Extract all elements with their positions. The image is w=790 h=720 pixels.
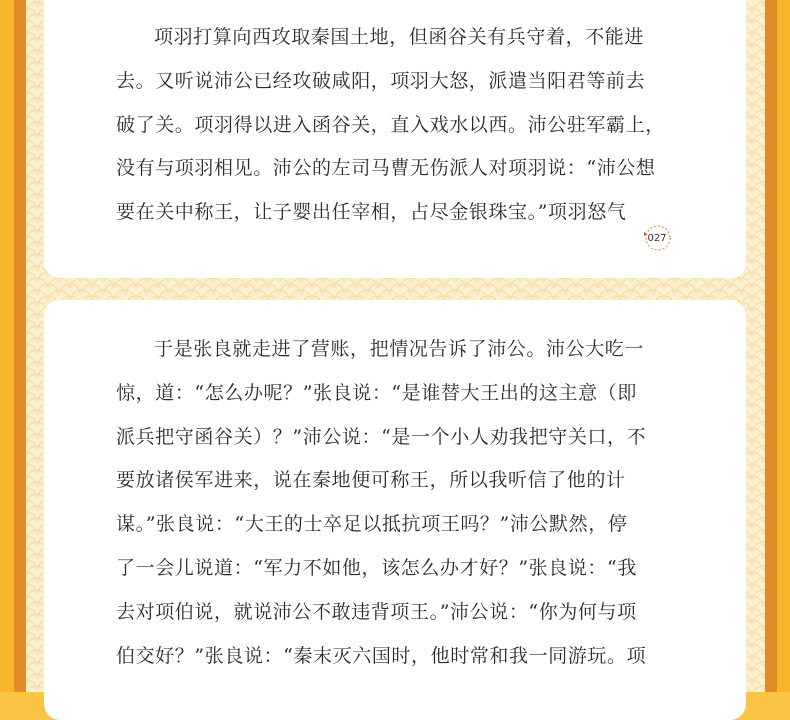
right-border-stripe [765,0,777,692]
text-line: 要放诸侯军进来，说在秦地便可称王，所以我听信了他的计 [116,469,626,492]
text-line: 破了关。项羽得以进入函谷关，直入戏水以西。沛公驻军霸上， [116,113,665,136]
page-text-top [116,16,666,235]
left-border-stripe [14,0,26,692]
text-line: 于是张良就走进了营账，把情况告诉了沛公。沛公大吃一 [154,338,645,360]
text-line: 派兵把守函谷关）？”沛公说：“是一个小人劝我把守关口，不 [116,425,647,448]
page-number: 027 [647,232,667,244]
text-line: 要在关中称王，让子婴出任宰相，占尽金银珠宝。”项羽怒气 [116,201,627,224]
text-line: 项羽打算向西攻取秦国土地，但函谷关有兵守着，不能进 [154,26,645,48]
text-line: 去对项伯说，就说沛公不敢违背项王。”沛公说：“你为何与项 [116,600,637,623]
text-line: 谋。”张良说：“大王的士卒足以抵抗项王吗？”沛公默然，停 [116,513,628,536]
text-line: 没有与项羽相见。沛公的左司马曹无伤派人对项羽说：“沛公想 [116,157,656,180]
text-line: 惊，道：“怎么办呢？”张良说：“是谁替大王出的这主意（即 [116,381,637,404]
page-number-badge [641,224,673,252]
text-line: 了一会儿说道：“军力不如他，该怎么办才好？”张良说：“我 [116,556,637,579]
text-line: 去。又听说沛公已经攻破咸阳，项羽大怒，派遣当阳君等前去 [116,69,646,92]
text-line: 伯交好？”张良说：“秦末灭六国时，他时常和我一同游玩。项 [116,644,647,667]
page-text-bottom [116,328,666,678]
